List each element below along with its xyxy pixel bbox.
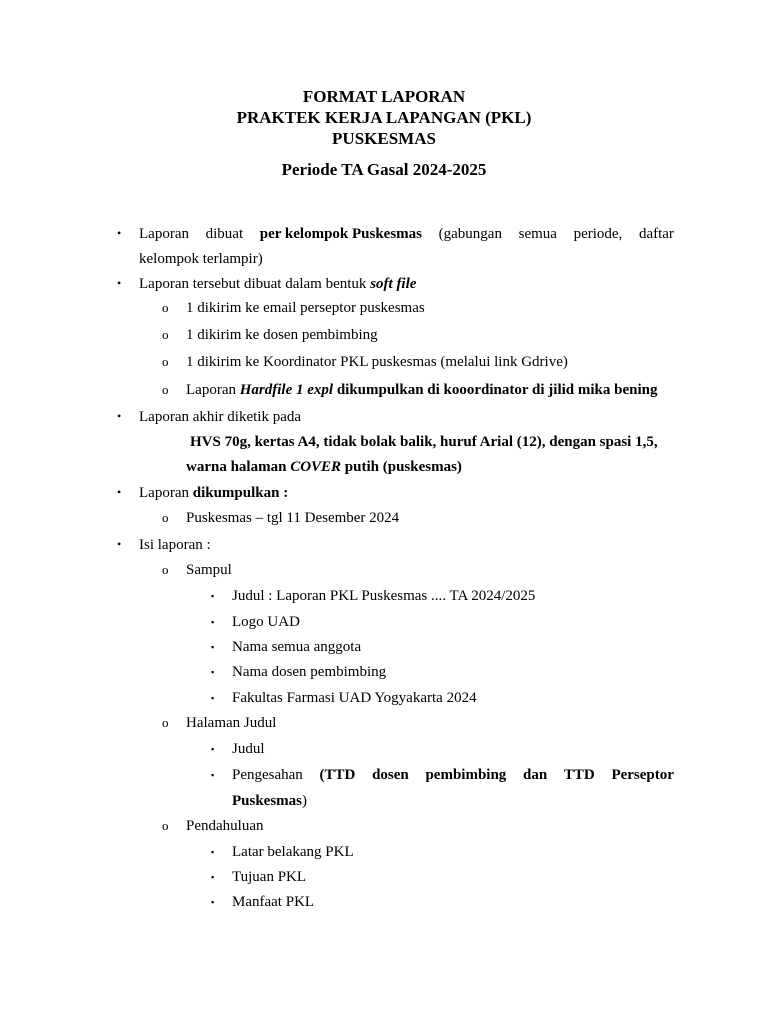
text-span-bold: per kelompok Puskesmas xyxy=(259,226,423,242)
text-span-bold: Puskesmas xyxy=(232,793,303,809)
sub-sub-list-item: Judul : Laporan PKL Puskesmas .... TA 2024/2025 xyxy=(232,588,536,604)
text-span-bold: (TTD xyxy=(319,767,356,783)
title-line-3: PUSKESMAS xyxy=(332,129,436,148)
sub-list-item: 1 dikirim ke email perseptor puskesmas xyxy=(186,300,425,316)
circle-bullet-icon: o xyxy=(162,510,169,525)
text-span-bold-italic: soft file xyxy=(370,276,417,292)
text-span: Laporan xyxy=(139,485,193,501)
text-span: Laporan xyxy=(186,382,240,398)
text-span: putih (puskesmas) xyxy=(341,459,462,475)
sub-sub-list-item: Judul xyxy=(232,741,265,757)
text-span: periode, xyxy=(573,226,623,242)
circle-bullet-icon: o xyxy=(162,354,169,369)
square-bullet-icon: ▪ xyxy=(211,770,215,780)
bullet-icon: • xyxy=(117,276,122,290)
sub-list-item: Sampul xyxy=(186,562,232,578)
sub-sub-list-item: Manfaat PKL xyxy=(232,894,315,910)
square-bullet-icon: ▪ xyxy=(211,897,215,907)
text-span-bold: dikumpulkan di kooordinator di jilid mika bening xyxy=(333,382,658,398)
sub-list-item: Pendahuluan xyxy=(186,818,264,834)
list-item-continuation xyxy=(186,458,462,476)
square-bullet-icon: ▪ xyxy=(211,617,215,627)
text-span: Laporan tersebut dibuat dalam bentuk xyxy=(139,276,371,292)
circle-bullet-icon: o xyxy=(162,327,169,342)
sub-sub-list-item: Logo UAD xyxy=(232,614,300,630)
circle-bullet-icon: o xyxy=(162,300,169,315)
circle-bullet-icon: o xyxy=(162,562,169,577)
sub-list-item: 1 dikirim ke Koordinator PKL puskesmas (melalui link Gdrive) xyxy=(186,354,568,370)
square-bullet-icon: ▪ xyxy=(211,872,215,882)
sub-list-item xyxy=(186,381,658,399)
text-span: semua xyxy=(518,226,557,242)
text-span-bold: dan xyxy=(523,767,548,783)
bullet-icon: • xyxy=(117,537,122,551)
square-bullet-icon: ▪ xyxy=(211,591,215,601)
square-bullet-icon: ▪ xyxy=(211,744,215,754)
list-item: Isi laporan : xyxy=(139,537,211,553)
text-span-bold: dikumpulkan : xyxy=(192,485,289,501)
sub-sub-list-item xyxy=(232,766,674,784)
square-bullet-icon: ▪ xyxy=(211,642,215,652)
sub-sub-list-item: Tujuan PKL xyxy=(232,869,307,885)
sub-list-item: Halaman Judul xyxy=(186,715,277,731)
text-span-bold: Perseptor xyxy=(611,767,674,783)
circle-bullet-icon: o xyxy=(162,715,169,730)
sub-sub-list-item: Nama dosen pembimbing xyxy=(232,664,387,680)
text-span-italic: COVER xyxy=(290,459,342,475)
sub-sub-list-item: Fakultas Farmasi UAD Yogyakarta 2024 xyxy=(232,690,477,706)
text-span: (gabungan xyxy=(438,226,502,242)
list-item xyxy=(139,225,674,243)
text-span-bold: dosen xyxy=(372,767,409,783)
text-span: dibuat xyxy=(205,226,244,242)
list-item-continuation: kelompok terlampir) xyxy=(139,251,263,267)
text-span: ) xyxy=(302,793,308,809)
bullet-icon: • xyxy=(117,409,122,423)
sub-sub-list-item: Nama semua anggota xyxy=(232,639,362,655)
square-bullet-icon: ▪ xyxy=(211,847,215,857)
sub-sub-list-item: Latar belakang PKL xyxy=(232,844,354,860)
bullet-icon: • xyxy=(117,485,122,499)
periode-heading: Periode TA Gasal 2024-2025 xyxy=(281,160,487,179)
circle-bullet-icon: o xyxy=(162,382,169,397)
sub-sub-list-item-continuation xyxy=(232,792,307,810)
text-span: daftar xyxy=(638,226,674,242)
list-item xyxy=(139,484,288,502)
text-span-bold: pembimbing xyxy=(425,767,507,783)
circle-bullet-icon: o xyxy=(162,818,169,833)
sub-list-item: 1 dikirim ke dosen pembimbing xyxy=(186,327,378,343)
text-span: warna halaman xyxy=(186,459,291,475)
bullet-icon: • xyxy=(117,226,122,240)
text-span: Pengesahan xyxy=(232,767,303,783)
square-bullet-icon: ▪ xyxy=(211,693,215,703)
sub-list-item: Puskesmas – tgl 11 Desember 2024 xyxy=(186,510,400,526)
title-line-1: FORMAT LAPORAN xyxy=(302,87,466,106)
document-title xyxy=(0,86,768,149)
title-line-2: PRAKTEK KERJA LAPANGAN (PKL) xyxy=(236,108,532,127)
text-span-bold: TTD xyxy=(563,767,595,783)
list-item-continuation: HVS 70g, kertas A4, tidak bolak balik, huruf Arial (12), dengan spasi 1,5, xyxy=(190,434,658,450)
square-bullet-icon: ▪ xyxy=(211,667,215,677)
list-item xyxy=(139,275,416,293)
list-item: Laporan akhir diketik pada xyxy=(139,409,302,425)
text-span-bold-italic: Hardfile 1 expl xyxy=(239,382,334,398)
text-span: Laporan xyxy=(139,226,189,242)
